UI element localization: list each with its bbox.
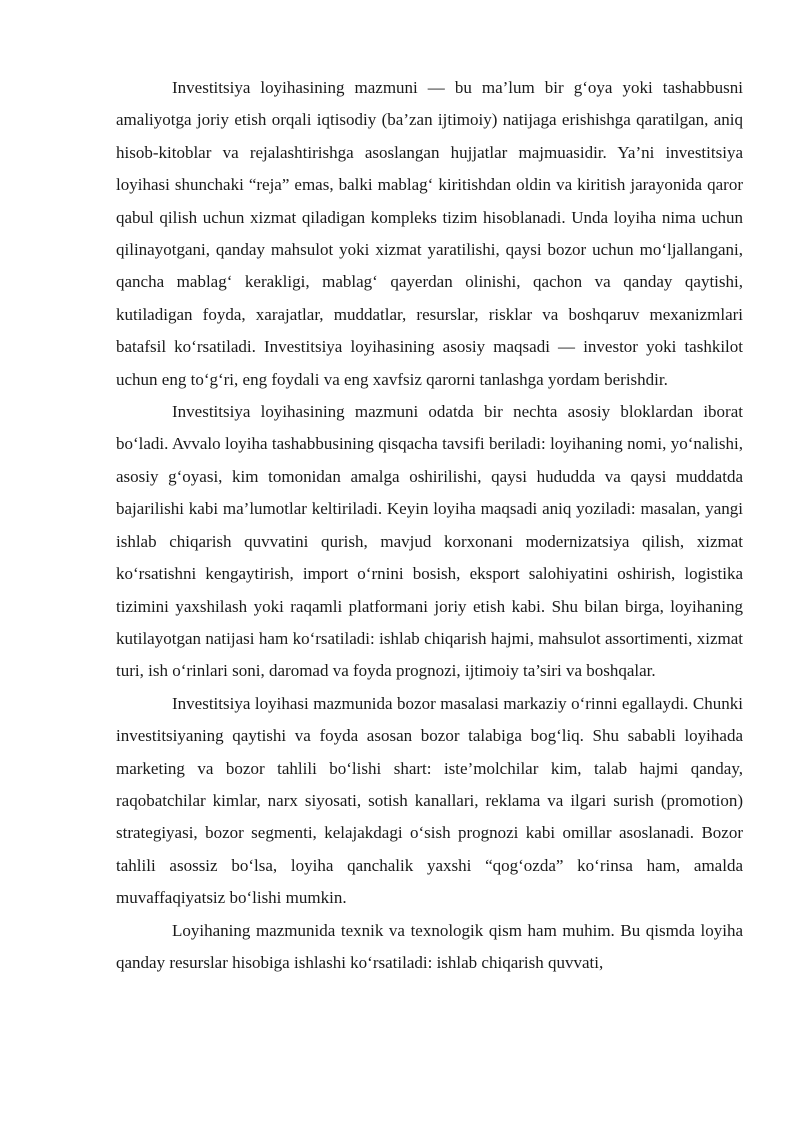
paragraph: Loyihaning mazmunida texnik va texnologik qism ham muhim. Bu qismda loyiha qanday resurslar hisobiga ishlashi ko‘rsatiladi: ishlab chiqarish quvvati, bbox=[116, 920, 743, 972]
paragraph: Investitsiya loyihasining mazmuni — bu ma’lum bir g‘oya yoki tashabbusni amaliyotga joriy etish orqali iqtisodiy (ba’zan ijtimoiy) natijaga erishishga qaratilgan, aniq hisob-kitoblar va rejalashtirishga asoslangan hujjatlar majmuasidir. Ya’ni investitsiya loyihasi shunchaki “reja” emas, balki mablag‘ kiritishdan oldin va kiritish jarayonida qaror qabul qilish uchun xizmat qiladigan kompleks tizim hisoblanadi. Unda loyiha nima uchun qilinayotgani, qanday mahsulot yoki xizmat yaratilishi, qaysi bozor uchun mo‘ljallangani, qancha mablag‘ kerakligi, mablag‘ qayerdan olinishi, qachon va qanday qaytishi, kutiladigan foyda, xarajatlar, muddatlar, resurslar, risklar va boshqaruv mexanizmlari batafsil ko‘rsatiladi. Investitsiya loyihasining asosiy maqsadi — investor yoki tashkilot uchun eng to‘g‘ri, eng foydali va eng xavfsiz qarorni tanlashga yordam berishdir. bbox=[116, 78, 743, 389]
document-page bbox=[116, 72, 743, 979]
paragraph: Investitsiya loyihasi mazmunida bozor masalasi markaziy o‘rinni egallaydi. Chunki investitsiyaning qaytishi va foyda asosan bozor talabiga bog‘liq. Shu sababli loyihada marketing va bozor tahlili bo‘lishi shart: iste’molchilar kim, talab hajmi qanday, raqobatchilar kimlar, narx siyosati, sotish kanallari, reklama va ilgari surish (promotion) strategiyasi, bozor segmenti, kelajakdagi o‘sish prognozi kabi omillar asoslanadi. Bozor tahlili asossiz bo‘lsa, loyiha qanchalik yaxshi “qog‘ozda” ko‘rinsa ham, amalda muvaffaqiyatsiz bo‘lishi mumkin. bbox=[116, 693, 743, 908]
paragraph: Investitsiya loyihasining mazmuni odatda bir nechta asosiy bloklardan iborat bo‘ladi. Avvalo loyiha tashabbusining qisqacha tavsifi beriladi: loyihaning nomi, yo‘nalishi, asosiy g‘oyasi, kim tomonidan amalga oshirilishi, qaysi hududda va qaysi muddatda bajarilishi kabi ma’lumotlar keltiriladi. Keyin loyiha maqsadi aniq yoziladi: masalan, yangi ishlab chiqarish quvvatini qurish, mavjud korxonani modernizatsiya qilish, xizmat ko‘rsatishni kengaytirish, import o‘rnini bosish, eksport salohiyatini oshirish, logistika tizimini yaxshilash yoki raqamli platformani joriy etish kabi. Shu bilan birga, loyihaning kutilayotgan natijasi ham ko‘rsatiladi: ishlab chiqarish hajmi, mahsulot assortimenti, xizmat turi, ish o‘rinlari soni, daromad va foyda prognozi, ijtimoiy ta’siri va boshqalar. bbox=[116, 402, 743, 681]
